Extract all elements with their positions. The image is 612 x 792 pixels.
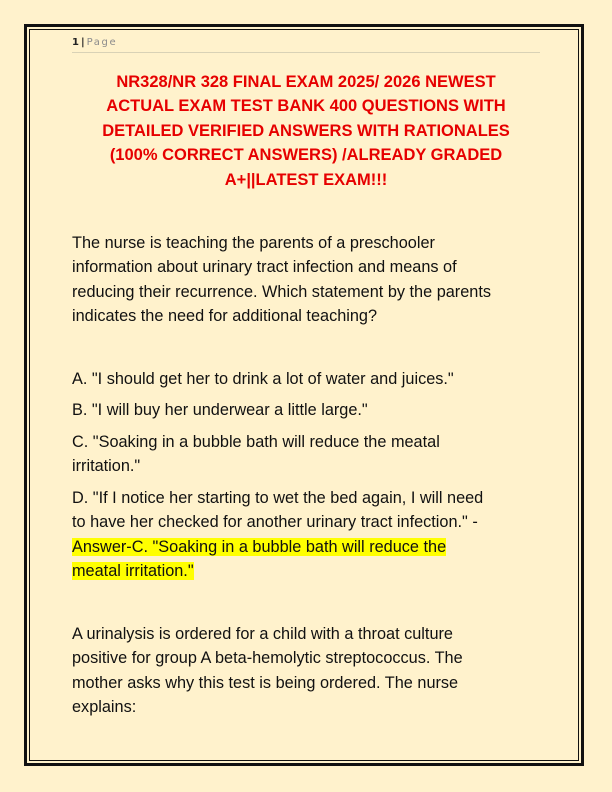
title-line: (100% CORRECT ANSWERS) /ALREADY GRADED — [109, 146, 503, 165]
title-line: ACTUAL EXAM TEST BANK 400 QUESTIONS WITH — [106, 97, 506, 116]
title-line: NR328/NR 328 FINAL EXAM 2025/ 2026 NEWEST — [116, 73, 496, 91]
document-title — [72, 70, 540, 192]
question-line: explains: — [72, 698, 137, 717]
question-line: The nurse is teaching the parents of a preschooler — [72, 234, 435, 252]
question-1-option-c — [72, 430, 552, 479]
answer-line — [72, 535, 552, 559]
question-1-stem — [72, 231, 552, 329]
answer-highlight: meatal irritation." — [72, 562, 194, 581]
option-line: to have her checked for another urinary tract infection." - — [72, 513, 478, 532]
page-separator: | — [80, 37, 85, 48]
question-line: mother asks why this test is being ordered. The nurse — [72, 673, 459, 692]
question-line: indicates the need for additional teaching? — [72, 307, 378, 326]
page-label: Page — [86, 37, 118, 48]
option-line: D. "If I notice her starting to wet the bed again, I will need — [72, 489, 484, 507]
question-line: A urinalysis is ordered for a child with a throat culture — [72, 625, 453, 643]
page-number: 1 — [72, 37, 79, 48]
page-header — [72, 36, 540, 53]
question-2-stem — [72, 622, 552, 720]
question-line: information about urinary tract infection and means of — [72, 258, 457, 277]
answer-line — [72, 559, 552, 583]
answer-highlight: Answer-C. "Soaking in a bubble bath will reduce the — [72, 537, 447, 556]
question-1-option-a — [72, 367, 552, 391]
question-line: reducing their recurrence. Which statement by the parents — [72, 282, 491, 301]
title-line: A+||LATEST EXAM!!! — [224, 170, 388, 189]
title-line: DETAILED VERIFIED ANSWERS WITH RATIONALES — [102, 121, 510, 140]
option-line: irritation." — [72, 457, 141, 476]
question-1-option-d — [72, 486, 552, 584]
option-line: B. "I will buy her underwear a little large." — [72, 401, 368, 419]
option-line: C. "Soaking in a bubble bath will reduce the meatal — [72, 433, 440, 451]
question-1-option-b — [72, 398, 552, 422]
question-line: positive for group A beta-hemolytic streptococcus. The — [72, 649, 463, 668]
option-line: A. "I should get her to drink a lot of water and juices." — [72, 370, 454, 388]
